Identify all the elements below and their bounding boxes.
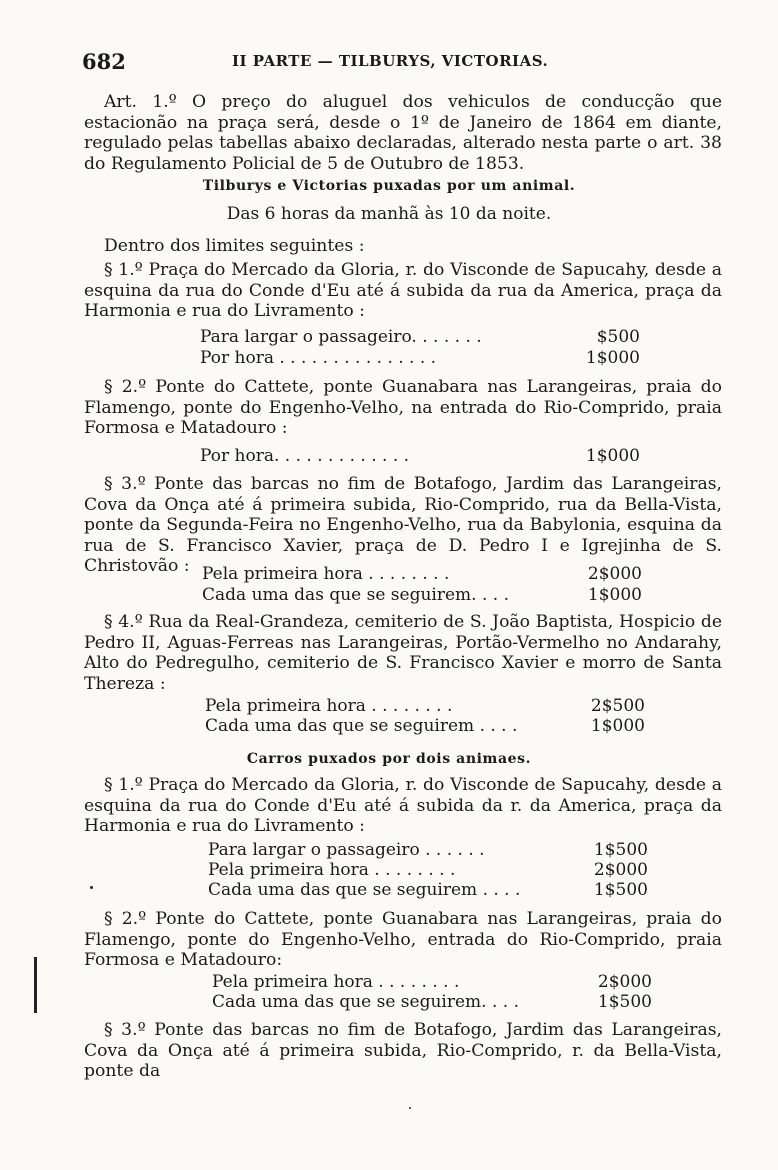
fare-value: 1$500 xyxy=(593,880,648,900)
fare-value: 1$000 xyxy=(585,348,640,368)
fare-label: Pela primeira hora . . . . . . . . xyxy=(208,860,456,880)
fare-row xyxy=(205,716,645,737)
fare-row xyxy=(208,860,648,881)
fare-label: Por hora. . . . . . . . . . . . . xyxy=(200,446,410,466)
fare-row xyxy=(202,585,642,606)
fare-value: 2$500 xyxy=(590,696,645,716)
fare-label: Cada uma das que se seguirem . . . . xyxy=(208,880,521,900)
fare-value: 1$000 xyxy=(585,446,640,466)
hours-note: Das 6 horas da manhã às 10 da noite. xyxy=(226,204,552,224)
fare-label: Cada uma das que se seguirem. . . . xyxy=(202,585,509,605)
fare-row xyxy=(208,880,648,901)
article-intro: Art. 1.º O preço do aluguel dos vehiculos de conducção que estacionão na praça será, desde o 1º de Janeiro de 1864 em diante, regulado pelas tabellas abaixo declaradas, alterado nesta parte o art. 38 do Regulamento Policial de 5 de Outubro de 1853. xyxy=(84,92,722,174)
fare-row xyxy=(212,992,652,1013)
fare-row xyxy=(200,348,640,369)
running-title: II PARTE — TILBURYS, VICTORIAS. xyxy=(232,52,549,70)
fare-label: Por hora . . . . . . . . . . . . . . . xyxy=(200,348,437,368)
s2-paragraph-3: § 3.º Ponte das barcas no fim de Botafogo, Jardim das Larangeiras, Cova da Onça até á primeira subida, Rio-Comprido, r. da Bella-Vista, ponte da xyxy=(84,1020,722,1081)
fare-value: 2$000 xyxy=(593,860,648,880)
fare-label: Pela primeira hora . . . . . . . . xyxy=(202,564,450,584)
print-mark xyxy=(34,957,37,1013)
fare-row xyxy=(205,696,645,717)
print-speck xyxy=(90,886,93,889)
section-title-two-animals: Carros puxados por dois animaes. xyxy=(246,751,532,767)
fare-value: 1$000 xyxy=(587,585,642,605)
fare-row xyxy=(200,446,640,467)
fare-label: Pela primeira hora . . . . . . . . xyxy=(212,972,460,992)
fare-label: Para largar o passageiro. . . . . . . xyxy=(200,327,482,347)
section-title-one-animal: Tilburys e Victorias puxadas por um animal. xyxy=(202,178,576,194)
fare-value: 2$000 xyxy=(587,564,642,584)
s1-paragraph-3: § 3.º Ponte das barcas no fim de Botafogo, Jardim das Larangeiras, Cova da Onça até á primeira subida, Rio-Comprido, rua da Bella-Vista, ponte da Segunda-Feira no Engenho-Velho, rua da Babylonia, esquina da rua de S. Francisco Xavier, praça de D. Pedro I e Igrejinha de S. Christovão : xyxy=(84,474,722,576)
s1-paragraph-1: § 1.º Praça do Mercado da Gloria, r. do Visconde de Sapucahy, desde a esquina da rua do Conde d'Eu até á subida da rua da America, praça da Harmonia e rua do Livramento : xyxy=(84,260,722,321)
s1-paragraph-2: § 2.º Ponte do Cattete, ponte Guanabara nas Larangeiras, praia do Flamengo, ponte do Engenho-Velho, na entrada do Rio-Comprido, praia Formosa e Matadouro : xyxy=(84,377,722,438)
fare-value: 1$500 xyxy=(593,840,648,860)
page-number: 682 xyxy=(82,49,126,74)
fare-row xyxy=(202,564,642,585)
fare-label: Pela primeira hora . . . . . . . . xyxy=(205,696,453,716)
fare-label: Cada uma das que se seguirem . . . . xyxy=(205,716,518,736)
fare-value: 2$000 xyxy=(597,972,652,992)
fare-label: Cada uma das que se seguirem. . . . xyxy=(212,992,519,1012)
fare-row xyxy=(200,327,640,348)
s2-paragraph-2: § 2.º Ponte do Cattete, ponte Guanabara nas Larangeiras, praia do Flamengo, ponte do Engenho-Velho, entrada do Rio-Comprido, praia Formosa e Matadouro: xyxy=(84,909,722,970)
fare-value: 1$000 xyxy=(590,716,645,736)
fare-label: Para largar o passageiro . . . . . . xyxy=(208,840,485,860)
s2-paragraph-1: § 1.º Praça do Mercado da Gloria, r. do Visconde de Sapucahy, desde a esquina da rua do Conde d'Eu até á subida da r. da America, praça da Harmonia e rua do Livramento : xyxy=(84,775,722,836)
print-speck xyxy=(409,1107,411,1109)
page-header xyxy=(82,49,722,75)
fare-value: $500 xyxy=(596,327,640,347)
fare-row xyxy=(212,972,652,993)
limits-heading: Dentro dos limites seguintes : xyxy=(104,236,365,256)
fare-row xyxy=(208,840,648,861)
fare-value: 1$500 xyxy=(597,992,652,1012)
s1-paragraph-4: § 4.º Rua da Real-Grandeza, cemiterio de S. João Baptista, Hospicio de Pedro II, Aguas-Ferreas nas Larangeiras, Portão-Vermelho no Andarahy, Alto do Pedregulho, cemiterio de S. Francisco Xavier e morro de Santa Thereza : xyxy=(84,612,722,694)
